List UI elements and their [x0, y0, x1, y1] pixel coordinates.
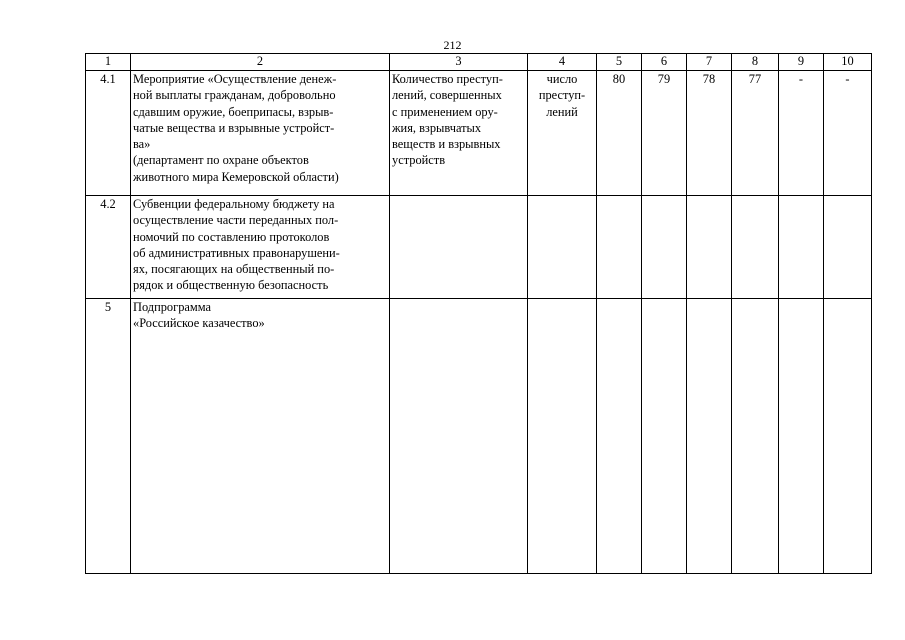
header-cell-5: 5 — [597, 54, 642, 71]
table-row-5 — [86, 299, 872, 574]
row-value-8: 77 — [732, 71, 779, 196]
header-cell-6: 6 — [642, 54, 687, 71]
header-cell-9: 9 — [779, 54, 824, 71]
row-value-7 — [687, 196, 732, 299]
row-unit — [528, 299, 597, 574]
row-value-10 — [824, 196, 872, 299]
header-cell-10: 10 — [824, 54, 872, 71]
row-value-7: 78 — [687, 71, 732, 196]
table-header-row — [86, 54, 872, 71]
row-value-5 — [597, 196, 642, 299]
row-unit: число преступ- лений — [528, 71, 597, 196]
row-number: 4.1 — [86, 71, 131, 196]
row-indicator — [390, 299, 528, 574]
table-row-4-1 — [86, 71, 872, 196]
header-cell-2: 2 — [131, 54, 390, 71]
row-name: Мероприятие «Осуществление денеж- ной выплаты гражданам, добровольно сдавшим оружие, боеприпасы, взрыв- чатые вещества и взрывные устройст- ва» (департамент по охране объектов животного мира Кемеровской области) — [131, 71, 390, 196]
row-value-9 — [779, 196, 824, 299]
header-cell-3: 3 — [390, 54, 528, 71]
row-number: 5 — [86, 299, 131, 574]
header-cell-8: 8 — [732, 54, 779, 71]
row-value-6: 79 — [642, 71, 687, 196]
row-value-9: - — [779, 71, 824, 196]
row-value-6 — [642, 196, 687, 299]
header-cell-4: 4 — [528, 54, 597, 71]
row-value-5 — [597, 299, 642, 574]
header-cell-7: 7 — [687, 54, 732, 71]
row-value-8 — [732, 299, 779, 574]
row-unit — [528, 196, 597, 299]
row-indicator — [390, 196, 528, 299]
row-name: Подпрограмма «Российское казачество» — [131, 299, 390, 574]
row-value-8 — [732, 196, 779, 299]
page-number: 212 — [443, 38, 462, 52]
row-value-5: 80 — [597, 71, 642, 196]
row-name: Субвенции федеральному бюджету на осуществление части переданных пол- номочий по составлению протоколов об административных правонарушени- ях, посягающих на общественный по- рядок и общественную безопасность — [131, 196, 390, 299]
row-value-6 — [642, 299, 687, 574]
indicators-table — [85, 53, 872, 574]
header-cell-1: 1 — [86, 54, 131, 71]
row-number: 4.2 — [86, 196, 131, 299]
row-value-9 — [779, 299, 824, 574]
table-row-4-2 — [86, 196, 872, 299]
row-value-10 — [824, 299, 872, 574]
row-value-7 — [687, 299, 732, 574]
row-value-10: - — [824, 71, 872, 196]
row-indicator: Количество преступ- лений, совершенных с применением ору- жия, взрывчатых веществ и взрывных устройств — [390, 71, 528, 196]
